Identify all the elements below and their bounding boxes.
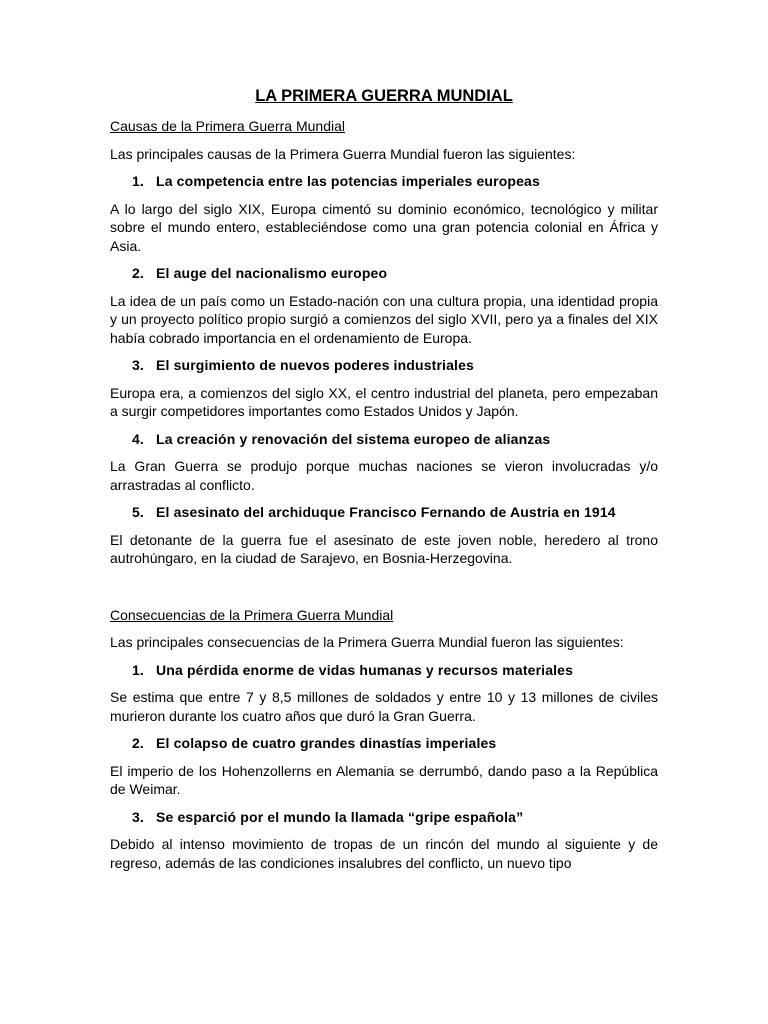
list-item-title: El colapso de cuatro grandes dinastías imperiales	[156, 735, 497, 751]
list-item-heading	[110, 734, 658, 753]
paragraph: A lo largo del siglo XIX, Europa cimentó su dominio económico, tecnológico y militar sobre el mundo entero, estableciéndose como una gran potencia colonial en África y Asia.	[110, 200, 658, 254]
list-item-title: Se esparció por el mundo la llamada “gripe española”	[156, 808, 524, 825]
list-item-number: 4.	[132, 430, 144, 447]
paragraph: La Gran Guerra se produjo porque muchas naciones se vieron involucradas y/o arrastradas al conflicto.	[110, 458, 658, 493]
paragraph: La idea de un país como un Estado-nación con una cultura propia, una identidad propia y un proyecto político propio surgió a comienzos del siglo XVII, pero ya a finales del XIX había cobrado importancia en el ordenamiento de Europa.	[110, 292, 658, 346]
list-item-title: El auge del nacionalismo europeo	[156, 265, 388, 281]
list-item-number: 3.	[132, 357, 144, 373]
list-item-heading	[110, 808, 658, 827]
list-item-title: El asesinato del archiduque Francisco Fernando de Austria en 1914	[156, 504, 616, 520]
list-item-number: 2.	[132, 735, 144, 751]
paragraph: Europa era, a comienzos del siglo XX, el centro industrial del planeta, pero empezaban a surgir competidores importantes como Estados Unidos y Japón.	[110, 384, 658, 419]
document-title: LA PRIMERA GUERRA MUNDIAL	[255, 87, 513, 105]
list-item-number: 5.	[132, 504, 144, 520]
section-intro-consecuencias: Las principales consecuencias de la Primera Guerra Mundial fueron las siguientes:	[110, 634, 624, 650]
list-item-number: 1.	[132, 661, 144, 678]
section-heading-causas: Causas de la Primera Guerra Mundial	[110, 118, 345, 134]
list-item-heading	[110, 356, 658, 375]
list-item-number: 2.	[132, 265, 144, 281]
list-item-heading	[110, 661, 658, 680]
paragraph: El imperio de los Hohenzollerns en Alemania se derrumbó, dando paso a la República de Weimar.	[110, 762, 658, 797]
paragraph: Debido al intenso movimiento de tropas de un rincón del mundo al siguiente y de regreso, además de las condiciones insalubres del conflicto, un nuevo tipo	[110, 836, 658, 871]
list-item-heading	[110, 430, 658, 449]
list-item-heading	[110, 503, 658, 522]
list-item-heading	[110, 264, 658, 283]
list-item-number: 1.	[132, 173, 144, 189]
paragraph: Se estima que entre 7 y 8,5 millones de soldados y entre 10 y 13 millones de civiles murieron durante los cuatro años que duró la Gran Guerra.	[110, 689, 658, 724]
paragraph: El detonante de la guerra fue el asesinato de este joven noble, heredero al trono autrohúngaro, en la ciudad de Sarajevo, en Bosnia-Herzegovina.	[110, 531, 658, 566]
list-item-heading	[110, 172, 658, 191]
list-item-number: 3.	[132, 808, 144, 825]
list-item-title: La competencia entre las potencias imperiales europeas	[156, 173, 540, 189]
list-item-title: El surgimiento de nuevos poderes industriales	[156, 357, 474, 373]
section-heading-consecuencias: Consecuencias de la Primera Guerra Mundial	[110, 606, 394, 623]
section-intro-causas: Las principales causas de la Primera Guerra Mundial fueron las siguientes:	[110, 145, 576, 162]
list-item-title: Una pérdida enorme de vidas humanas y recursos materiales	[156, 661, 574, 678]
list-item-title: La creación y renovación del sistema europeo de alianzas	[156, 430, 551, 447]
